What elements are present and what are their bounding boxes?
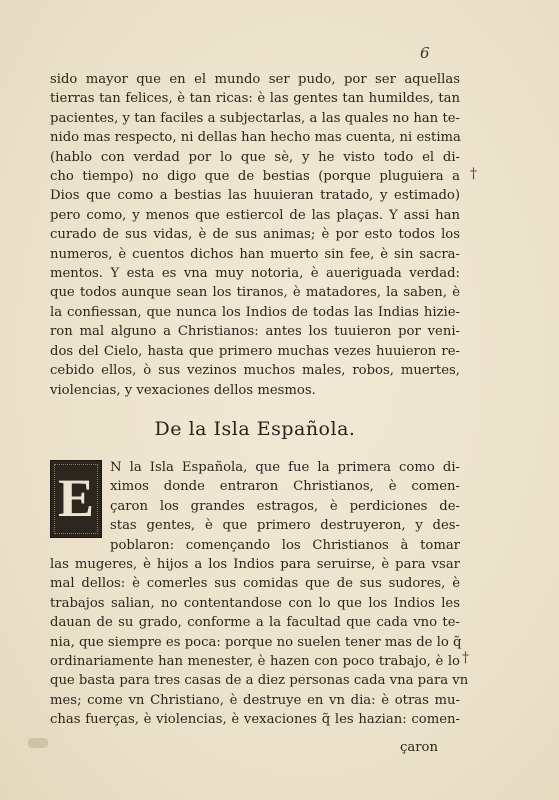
catchword: çaron bbox=[400, 740, 438, 755]
text-line: ordinariamente han menester, è hazen con poco trabajo, è lo bbox=[50, 654, 460, 670]
margin-dagger-mark: † bbox=[470, 166, 477, 182]
text-line: stas gentes, è que primero destruyeron, y des- bbox=[110, 518, 460, 534]
folio-number: 6 bbox=[420, 44, 430, 62]
text-line: que basta para tres casas de a diez personas cada vna para vn bbox=[50, 673, 469, 689]
text-line: tierras tan felices, è tan ricas: è las gentes tan humildes, tan bbox=[50, 91, 460, 107]
text-line: cho tiempo) no digo que de bestias (porque pluguiera a bbox=[50, 169, 460, 185]
text-line: sido mayor que en el mundo ser pudo, por ser aquellas bbox=[50, 72, 460, 87]
text-line: las mugeres, è hijos a los Indios para seruirse, è para vsar bbox=[50, 557, 460, 573]
text-line: mes; come vn Christiano, è destruye en vn dia: è otras mu- bbox=[50, 692, 460, 708]
text-line: çaron los grandes estragos, è perdiciones de- bbox=[110, 498, 460, 514]
text-line: trabajos salian, no contentandose con lo que los Indios les bbox=[50, 595, 460, 611]
margin-dagger-mark: † bbox=[462, 650, 469, 666]
paragraph-1 bbox=[50, 70, 460, 400]
text-line: curado de sus vidas, è de sus animas; è por esto todos los bbox=[50, 227, 460, 243]
text-line: cebido ellos, ò sus vezinos muchos males, robos, muertes, bbox=[50, 363, 460, 379]
text-line: nido mas respecto, ni dellas han hecho mas cuenta, ni estima bbox=[50, 130, 461, 146]
decorated-initial: E bbox=[50, 460, 102, 538]
text-line: dos del Cielo, hasta que primero muchas vezes huuieron re- bbox=[50, 343, 460, 359]
paragraph-2 bbox=[50, 458, 469, 730]
text-line: ron mal alguno a Christianos: antes los tuuieron por veni- bbox=[50, 324, 460, 340]
text-line: numeros, è cuentos dichos han muerto sin fee, è sin sacra- bbox=[50, 246, 460, 262]
text-line: mentos. Y esta es vna muy notoria, è aueriguada verdad: bbox=[50, 266, 460, 282]
text-line: pero como, y menos que estiercol de las plaças. Y assi han bbox=[50, 207, 460, 223]
text-line: Dios que como a bestias las huuieran tratado, y estimado) bbox=[50, 188, 460, 204]
section-heading: De la Isla Española. bbox=[154, 418, 356, 440]
text-line: chas fuerças, è violencias, è vexaciones q̃ les hazian: comen- bbox=[50, 712, 460, 728]
text-line: pacientes, y tan faciles a subjectarlas, a las quales no han te- bbox=[50, 110, 460, 126]
text-line: mal dellos: è comerles sus comidas que de sus sudores, è bbox=[50, 576, 460, 592]
text-line: (hablo con verdad por lo que sè, y he visto todo el di- bbox=[50, 149, 460, 165]
text-line: nia, que siempre es poca: porque no suelen tener mas de lo q̃ bbox=[50, 634, 462, 650]
ink-smudge bbox=[28, 738, 48, 748]
text-line: N la Isla Española, que fue la primera como di- bbox=[110, 460, 460, 475]
text-line: poblaron: començando los Christianos à tomar bbox=[110, 537, 460, 553]
text-line: ximos donde entraron Christianos, è comen- bbox=[110, 479, 460, 495]
text-line: violencias, y vexaciones dellos mesmos. bbox=[50, 382, 316, 398]
text-line: que todos aunque sean los tiranos, è matadores, la saben, è bbox=[50, 285, 460, 301]
text-line: dauan de su grado, conforme a la facultad que cada vno te- bbox=[50, 615, 460, 631]
text-line: la confiessan, que nunca los Indios de todas las Indias hizie- bbox=[50, 304, 460, 320]
